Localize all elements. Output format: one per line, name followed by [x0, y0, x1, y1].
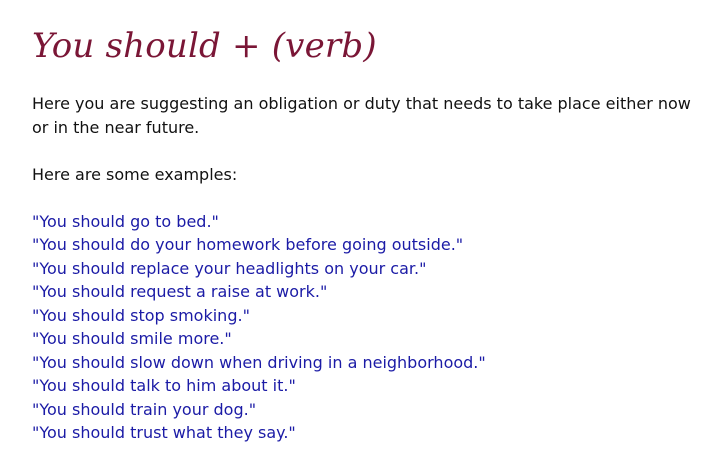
example-sentence: "You should do your homework before going outside."	[32, 235, 464, 254]
description-paragraph: Here you are suggesting an obligation or duty that needs to take place either now or in the near future.	[32, 94, 691, 137]
example-sentence: "You should request a raise at work."	[32, 282, 328, 301]
example-list	[32, 210, 700, 445]
example-sentence: "You should train your dog."	[32, 399, 257, 419]
page-title: You should + (verb)	[32, 26, 377, 66]
example-sentence: "You should stop smoking."	[32, 305, 250, 325]
example-sentence: "You should replace your headlights on your car."	[32, 258, 427, 278]
example-sentence: "You should trust what they say."	[32, 423, 296, 442]
example-sentence: "You should talk to him about it."	[32, 376, 296, 395]
example-sentence: "You should smile more."	[32, 329, 232, 348]
example-sentence: "You should slow down when driving in a neighborhood."	[32, 352, 486, 372]
example-sentence: "You should go to bed."	[32, 211, 219, 231]
examples-intro: Here are some examples:	[32, 164, 238, 184]
lesson-content	[32, 20, 700, 445]
